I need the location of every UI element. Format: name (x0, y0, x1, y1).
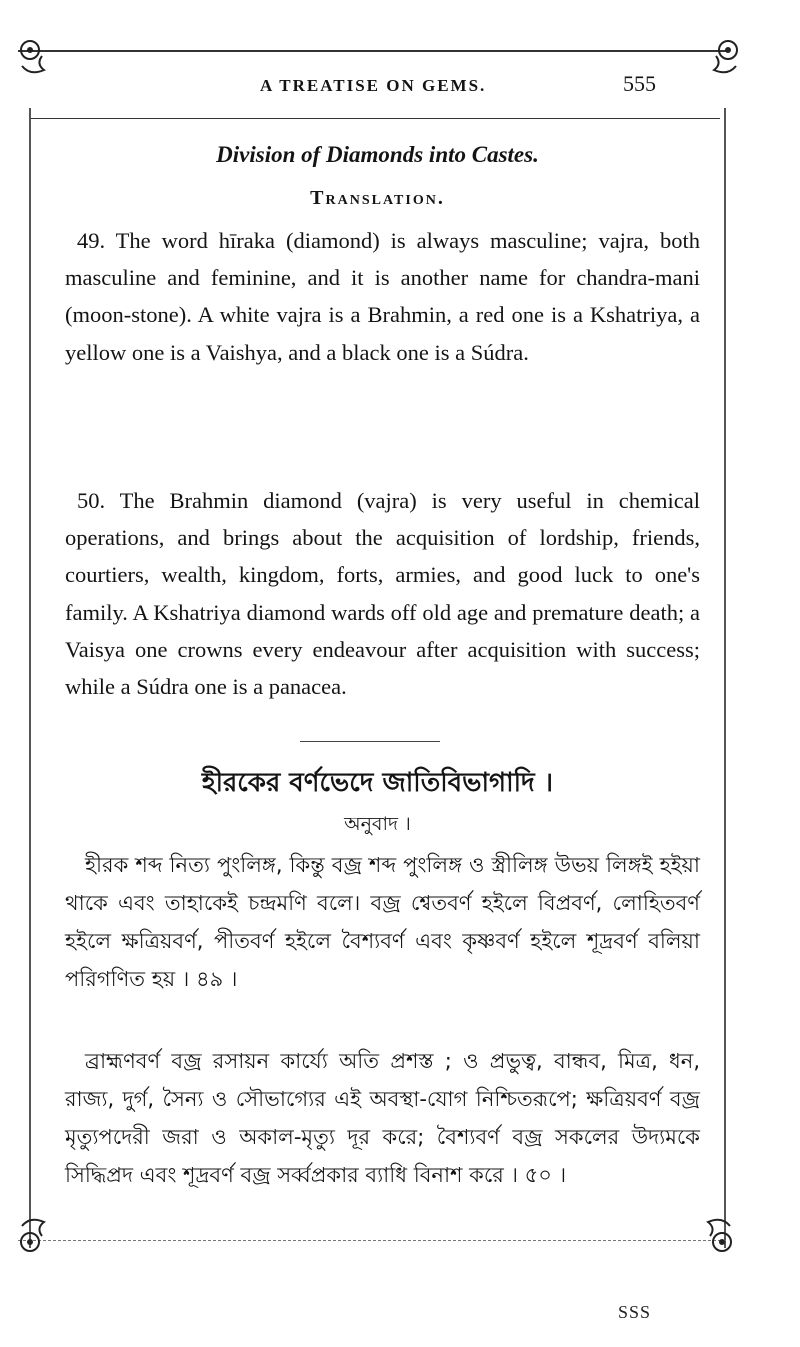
page-border-bottom (18, 1240, 726, 1244)
corner-ornament-icon (688, 1208, 736, 1256)
corner-ornament-icon (694, 36, 742, 84)
signature-mark: SSS (618, 1302, 652, 1322)
bengali-subtitle: অনুবাদ । (344, 813, 411, 835)
bengali-title: হীরকের বর্ণভেদে জাতিবিভাগাদি । (201, 768, 554, 798)
section-title: Division of Diamonds into Castes. (216, 142, 539, 167)
paragraph-50: 50. The Brahmin diamond (vajra) is very useful in chemical operations, and brings about the acquisition of lordship, friends, courtiers, wealth, kingdom, forts, armies, and good luck to one's family. A Kshatriya diamond wards off old age and premature death; a Vaisya one crowns every endeavour after acquisition with success; while a Súdra one is a panacea. (65, 488, 700, 700)
bengali-paragraph-49: হীরক শব্দ নিত্য পুংলিঙ্গ, কিন্তু বজ্র শব্দ পুংলিঙ্গ ও স্ত্রীলিঙ্গ উভয় লিঙ্গই হইয়া থাকে এবং তাহাকেই চন্দ্রমণি বলে। বজ্র শ্বেতবর্ণ হইলে বিপ্রবর্ণ, লোহিতবর্ণ হইলে ক্ষত্রিয়বর্ণ, পীতবর্ণ হইলে বৈশ্যবর্ণ এবং কৃষ্ণবর্ণ হইলে শূদ্রবর্ণ বলিয়া পরিগণিত হয় । ৪৯ । (65, 853, 700, 991)
corner-ornament-icon (16, 36, 64, 84)
section-separator (300, 741, 440, 742)
page-border-right (724, 108, 726, 1248)
page-border-left (29, 108, 31, 1248)
bengali-paragraph-50: ব্রাহ্মণবর্ণ বজ্র রসায়ন কার্য্যে অতি প্রশস্ত ; ও প্রভুত্ব, বান্ধব, মিত্র, ধন, রাজ্য, দুর্গ, সৈন্য ও সৌভাগ্যের এই অবস্থা-যোগ নিশ্চিতরূপে; ক্ষত্রিয়বর্ণ বজ্র মৃত্যুপদেরী জরা ও অকাল-মৃত্যু দূর করে; বৈশ্যবর্ণ বজ্র সকলের উদ্যমকে সিদ্ধিপ্রদ এবং শূদ্রবর্ণ বজ্র সর্ব্বপ্রকার ব্যাধি বিনাশ করে । ৫০ । (65, 1049, 700, 1187)
corner-ornament-icon (16, 1208, 64, 1256)
running-head: A TREATISE ON GEMS. (260, 76, 487, 95)
header-rule (30, 118, 720, 119)
section-subtitle: Translation. (310, 187, 445, 209)
paragraph-49: 49. The word hīraka (diamond) is always masculine; vajra, both masculine and feminine, and it is another name for chandra-mani (moon-stone). A white vajra is a Brahmin, a red one is a Kshatriya, a yellow one is a Vaishya, and a black one is a Súdra. (65, 228, 700, 365)
page-border-top (18, 50, 726, 58)
page-number: 555 (623, 71, 656, 96)
